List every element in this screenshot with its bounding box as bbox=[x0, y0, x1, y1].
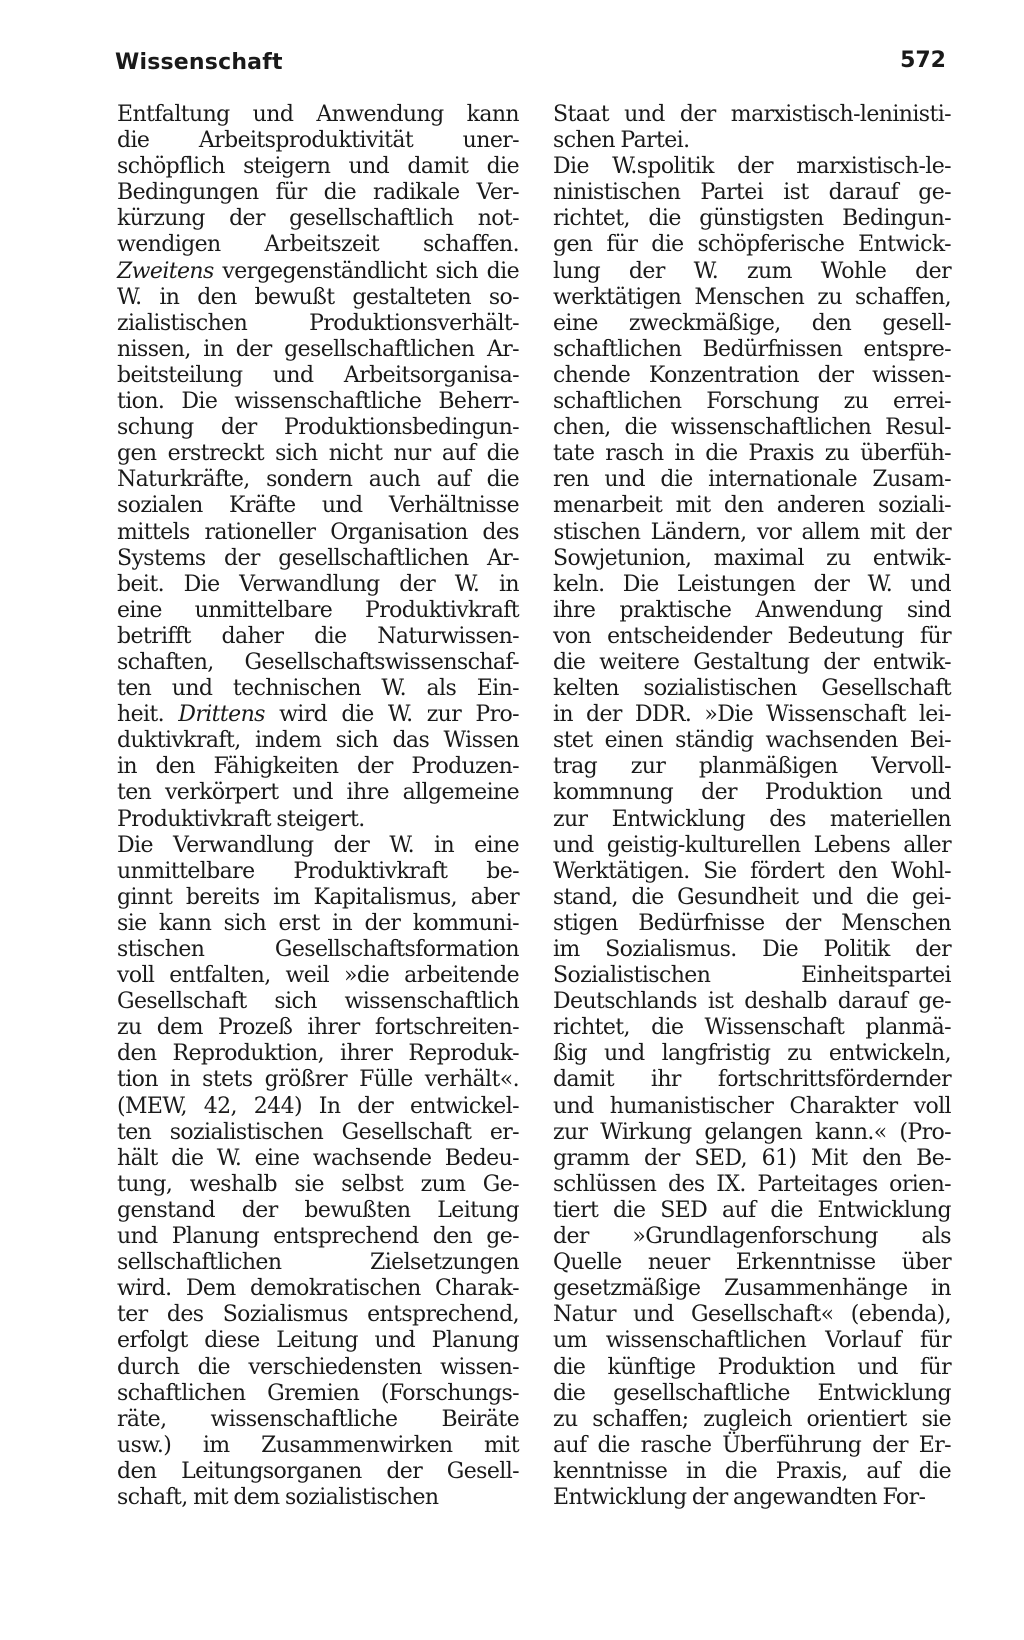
text-run: den Leitungsorganen der Gesell- bbox=[117, 1458, 519, 1484]
text-run: zu schaffen; zugleich orientiert sie bbox=[553, 1406, 951, 1432]
text-run: zur Entwicklung des materiellen bbox=[553, 806, 951, 832]
text-line bbox=[553, 493, 951, 519]
text-line bbox=[553, 363, 951, 389]
text-line bbox=[553, 520, 951, 546]
text-line bbox=[553, 1198, 951, 1224]
text-run: chende Konzentration der wissen- bbox=[553, 362, 951, 388]
text-run: Entwicklung der angewandten For- bbox=[553, 1484, 926, 1510]
text-run: von entscheidender Bedeutung für bbox=[553, 623, 951, 649]
text-run: ren und die internationale Zusam- bbox=[553, 467, 951, 493]
text-line bbox=[117, 520, 519, 546]
text-run: den Reproduktion, ihrer Reproduk- bbox=[117, 1041, 519, 1067]
text-line bbox=[117, 702, 519, 728]
text-run: Natur und Gesellschaft« (ebenda), bbox=[553, 1302, 951, 1328]
text-line bbox=[117, 1250, 519, 1276]
text-line bbox=[553, 676, 951, 702]
text-run: hält die W. eine wachsende Bedeu- bbox=[117, 1145, 519, 1171]
text-run: stet einen ständig wachsenden Bei- bbox=[553, 728, 951, 754]
text-run: und Planung entsprechend den ge- bbox=[117, 1224, 519, 1250]
text-run: stischen Gesellschaftsformation bbox=[117, 937, 519, 962]
text-run: in den Fähigkeiten der Produzen- bbox=[117, 754, 519, 780]
text-run: wird. Dem demokratischen Charak- bbox=[117, 1276, 519, 1302]
text-line bbox=[117, 259, 519, 285]
text-line bbox=[117, 937, 519, 963]
text-line bbox=[553, 1328, 951, 1354]
text-run: Sowjetunion, maximal zu entwik- bbox=[553, 545, 951, 571]
text-line bbox=[553, 859, 951, 885]
text-run: damit ihr fortschrittsfördernder bbox=[553, 1067, 951, 1093]
text-line bbox=[117, 833, 519, 859]
text-line bbox=[117, 102, 519, 128]
text-run: kürzung der gesellschaftlich not- bbox=[117, 206, 519, 232]
text-line bbox=[553, 833, 951, 859]
text-line bbox=[553, 1172, 951, 1198]
text-run: schlüssen des IX. Parteitages orien- bbox=[553, 1171, 951, 1197]
text-line bbox=[117, 1459, 519, 1485]
text-line bbox=[553, 885, 951, 911]
text-run: gramm der SED, 61) Mit den Be- bbox=[553, 1145, 951, 1171]
text-run: auf die rasche Überführung der Er- bbox=[553, 1432, 951, 1458]
text-line bbox=[553, 1067, 951, 1093]
text-run: voll entfalten, weil »die arbeitende bbox=[117, 963, 519, 989]
text-run: ßig und langfristig zu entwickeln, bbox=[553, 1041, 951, 1067]
text-run: zu dem Prozeß ihrer fortschreiten- bbox=[117, 1015, 519, 1041]
text-line bbox=[117, 1041, 519, 1067]
text-run: in der DDR. »Die Wissenschaft lei- bbox=[553, 702, 951, 728]
text-line bbox=[553, 1146, 951, 1172]
text-line bbox=[553, 1459, 951, 1485]
text-line bbox=[117, 467, 519, 493]
text-line bbox=[117, 232, 519, 258]
text-line bbox=[117, 1120, 519, 1146]
text-line bbox=[553, 1120, 951, 1146]
page-number: 572 bbox=[900, 48, 946, 73]
text-run: tion. Die wissenschaftliche Beherr- bbox=[117, 389, 519, 415]
text-line bbox=[553, 1302, 951, 1328]
text-line bbox=[553, 702, 951, 728]
text-run: stigen Bedürfnisse der Menschen bbox=[553, 910, 951, 936]
text-run: mittels rationeller Organisation des bbox=[117, 519, 519, 545]
text-run: kommnung der Produktion und bbox=[553, 780, 951, 806]
text-line bbox=[117, 1198, 519, 1224]
text-run: Systems der gesellschaftlichen Ar- bbox=[117, 545, 519, 571]
text-line bbox=[117, 441, 519, 467]
text-line bbox=[553, 467, 951, 493]
text-line bbox=[117, 1094, 519, 1120]
text-line bbox=[553, 780, 951, 806]
text-run: gen für die schöpferische Entwick- bbox=[553, 232, 951, 258]
text-line bbox=[553, 911, 951, 937]
text-line bbox=[553, 415, 951, 441]
text-line bbox=[117, 572, 519, 598]
text-run: um wissenschaftlichen Vorlauf für bbox=[553, 1328, 951, 1354]
text-run: beit. Die Verwandlung der W. in bbox=[117, 571, 519, 597]
text-line bbox=[117, 415, 519, 441]
text-line bbox=[553, 1224, 951, 1250]
text-run: (MEW, 42, 244) In der entwickel- bbox=[117, 1093, 519, 1119]
text-line bbox=[553, 154, 951, 180]
text-run: tion in stets größrer Fülle verhält«. bbox=[117, 1067, 519, 1093]
text-run: eine unmittelbare Produktivkraft bbox=[117, 597, 519, 623]
text-line bbox=[117, 624, 519, 650]
text-line bbox=[117, 363, 519, 389]
text-line bbox=[117, 807, 519, 833]
text-line bbox=[553, 546, 951, 572]
text-run: vergegenständlicht sich die bbox=[213, 258, 519, 284]
text-run: Sozialistischen Einheitspartei bbox=[553, 963, 951, 989]
text-line bbox=[553, 650, 951, 676]
text-line bbox=[553, 989, 951, 1015]
text-line bbox=[553, 624, 951, 650]
text-line bbox=[117, 650, 519, 676]
text-run: unmittelbare Produktivkraft be- bbox=[117, 858, 519, 884]
text-run: werktätigen Menschen zu schaffen, bbox=[553, 284, 951, 310]
text-run: sellschaftlichen Zielsetzungen bbox=[117, 1250, 519, 1276]
text-line bbox=[117, 337, 519, 363]
text-run: schaftlichen Forschung zu errei- bbox=[553, 389, 951, 415]
text-line bbox=[553, 206, 951, 232]
text-run: schen Partei. bbox=[553, 128, 690, 154]
text-run: Naturkräfte, sondern auch auf die bbox=[117, 467, 519, 493]
text-line bbox=[553, 598, 951, 624]
text-run: tung, weshalb sie selbst zum Ge- bbox=[117, 1171, 519, 1197]
text-run: räte, wissenschaftliche Beiräte bbox=[117, 1406, 519, 1432]
text-run: kenntnisse in die Praxis, auf die bbox=[553, 1458, 951, 1484]
text-run: ginnt bereits im Kapitalismus, aber bbox=[117, 884, 519, 910]
italic-term: Drittens bbox=[178, 702, 265, 728]
text-line bbox=[117, 311, 519, 337]
text-line bbox=[117, 728, 519, 754]
text-run: chen, die wissenschaftlichen Resul- bbox=[553, 415, 951, 441]
text-run: durch die verschiedensten wissen- bbox=[117, 1354, 519, 1380]
text-line bbox=[553, 807, 951, 833]
text-line bbox=[553, 128, 951, 154]
text-line bbox=[553, 232, 951, 258]
text-line bbox=[553, 937, 951, 963]
running-head: Wissenschaft bbox=[115, 50, 283, 75]
text-run: stischen Ländern, vor allem mit der bbox=[553, 519, 951, 545]
text-line bbox=[117, 1381, 519, 1407]
text-line bbox=[117, 1302, 519, 1328]
text-line bbox=[117, 1276, 519, 1302]
text-run: eine zweckmäßige, den gesell- bbox=[553, 310, 951, 336]
left-text-column bbox=[117, 102, 519, 1511]
text-line bbox=[553, 285, 951, 311]
text-run: sie kann sich erst in der kommuni- bbox=[117, 910, 519, 936]
text-run: keln. Die Leistungen der W. und bbox=[553, 571, 951, 597]
text-line bbox=[553, 1015, 951, 1041]
text-line bbox=[117, 963, 519, 989]
text-run: die weitere Gestaltung der entwik- bbox=[553, 649, 951, 675]
text-run: stand, die Gesundheit und die gei- bbox=[553, 884, 951, 910]
text-run: sozialen Kräfte und Verhältnisse bbox=[117, 493, 519, 519]
text-run: im Sozialismus. Die Politik der bbox=[553, 937, 951, 962]
text-line bbox=[553, 180, 951, 206]
text-line bbox=[117, 493, 519, 519]
text-line bbox=[553, 311, 951, 337]
text-run: gesetzmäßige Zusammenhänge in bbox=[553, 1276, 951, 1302]
text-line bbox=[117, 546, 519, 572]
text-run: Staat und der marxistisch-leninisti- bbox=[553, 102, 951, 127]
text-line bbox=[553, 1094, 951, 1120]
text-run: ter des Sozialismus entsprechend, bbox=[117, 1302, 519, 1328]
text-run: usw.) im Zusammenwirken mit bbox=[117, 1432, 519, 1458]
text-line bbox=[117, 1485, 519, 1511]
text-run: die gesellschaftliche Entwicklung bbox=[553, 1380, 951, 1406]
text-line bbox=[553, 1276, 951, 1302]
text-line bbox=[553, 754, 951, 780]
text-line bbox=[117, 859, 519, 885]
text-line bbox=[117, 1146, 519, 1172]
text-line bbox=[117, 989, 519, 1015]
text-run: wird die W. zur Pro- bbox=[264, 702, 519, 728]
text-line bbox=[117, 1328, 519, 1354]
text-run: Entfaltung und Anwendung kann bbox=[117, 102, 519, 127]
text-run: gen erstreckt sich nicht nur auf die bbox=[117, 441, 519, 467]
text-run: erfolgt diese Leitung und Planung bbox=[117, 1328, 519, 1354]
text-line bbox=[117, 676, 519, 702]
text-line bbox=[553, 102, 951, 128]
text-line bbox=[117, 598, 519, 624]
text-line bbox=[117, 885, 519, 911]
text-run: lung der W. zum Wohle der bbox=[553, 258, 951, 284]
text-line bbox=[117, 128, 519, 154]
text-run: und geistig-kulturellen Lebens aller bbox=[553, 832, 951, 858]
text-run: Bedingungen für die radikale Ver- bbox=[117, 180, 519, 206]
text-line bbox=[553, 1355, 951, 1381]
text-line bbox=[117, 1224, 519, 1250]
text-run: schaftlichen Gremien (Forschungs- bbox=[117, 1380, 519, 1406]
text-line bbox=[553, 572, 951, 598]
text-run: Deutschlands ist deshalb darauf ge- bbox=[553, 989, 951, 1015]
text-line bbox=[553, 963, 951, 989]
text-run: W. in den bewußt gestalteten so- bbox=[117, 284, 519, 310]
text-run: wendigen Arbeitszeit schaffen. bbox=[117, 232, 519, 258]
text-line bbox=[553, 441, 951, 467]
text-run: schaften, Gesellschaftswissenschaf- bbox=[117, 649, 519, 675]
text-line bbox=[553, 1407, 951, 1433]
text-run: schaft, mit dem sozialistischen bbox=[117, 1484, 439, 1510]
text-run: Werktätigen. Sie fördert den Wohl- bbox=[553, 858, 951, 884]
text-run: kelten sozialistischen Gesellschaft bbox=[553, 676, 951, 702]
text-run: schaftlichen Bedürfnissen entspre- bbox=[553, 336, 951, 362]
text-line bbox=[553, 389, 951, 415]
text-run: ihre praktische Anwendung sind bbox=[553, 597, 951, 623]
text-line bbox=[117, 911, 519, 937]
text-run: und humanistischer Charakter voll bbox=[553, 1093, 951, 1119]
text-run: schung der Produktionsbedingun- bbox=[117, 415, 519, 441]
text-run: trag zur planmäßigen Vervoll- bbox=[553, 754, 951, 780]
text-run: beitsteilung und Arbeitsorganisa- bbox=[117, 362, 519, 388]
text-run: duktivkraft, indem sich das Wissen bbox=[117, 728, 519, 754]
text-line bbox=[553, 728, 951, 754]
text-run: genstand der bewußten Leitung bbox=[117, 1197, 519, 1223]
page-header bbox=[115, 50, 946, 84]
text-run: Quelle neuer Erkenntnisse über bbox=[553, 1250, 951, 1276]
text-line bbox=[553, 1381, 951, 1407]
text-run: zur Wirkung gelangen kann.« (Pro- bbox=[553, 1119, 951, 1145]
text-run: ten sozialistischen Gesellschaft er- bbox=[117, 1119, 519, 1145]
text-run: tiert die SED auf die Entwicklung bbox=[553, 1197, 951, 1223]
right-text-column bbox=[553, 102, 951, 1511]
text-run: zialistischen Produktionsverhält- bbox=[117, 310, 519, 336]
text-run: Gesellschaft sich wissenschaftlich bbox=[117, 989, 519, 1015]
text-run: menarbeit mit den anderen soziali- bbox=[553, 493, 951, 519]
text-line bbox=[117, 389, 519, 415]
text-line bbox=[117, 154, 519, 180]
text-run: die Arbeitsproduktivität uner- bbox=[117, 128, 519, 154]
text-run: die künftige Produktion und für bbox=[553, 1354, 951, 1380]
text-line bbox=[553, 1433, 951, 1459]
text-line bbox=[553, 259, 951, 285]
text-run: richtet, die günstigsten Bedingun- bbox=[553, 206, 951, 232]
text-line bbox=[553, 337, 951, 363]
text-line bbox=[117, 754, 519, 780]
text-run: betrifft daher die Naturwissen- bbox=[117, 623, 519, 649]
text-line bbox=[117, 780, 519, 806]
text-line bbox=[117, 1407, 519, 1433]
text-line bbox=[117, 285, 519, 311]
text-run: tate rasch in die Praxis zu überfüh- bbox=[553, 441, 951, 467]
text-line bbox=[553, 1041, 951, 1067]
text-run: Produktivkraft steigert. bbox=[117, 806, 365, 832]
italic-term: Zweitens bbox=[117, 258, 214, 284]
text-run: richtet, die Wissenschaft planmä- bbox=[553, 1015, 951, 1041]
text-line bbox=[117, 1172, 519, 1198]
text-line bbox=[553, 1250, 951, 1276]
text-line bbox=[553, 1485, 951, 1511]
text-run: ten und technischen W. als Ein- bbox=[117, 676, 519, 702]
text-line bbox=[117, 1015, 519, 1041]
text-run: nissen, in der gesellschaftlichen Ar- bbox=[117, 336, 519, 362]
text-line bbox=[117, 206, 519, 232]
text-line bbox=[117, 1433, 519, 1459]
text-run: heit. bbox=[117, 702, 179, 728]
text-run: schöpflich steigern und damit die bbox=[117, 154, 519, 180]
text-run: ten verkörpert und ihre allgemeine bbox=[117, 780, 519, 806]
text-run: Die Verwandlung der W. in eine bbox=[117, 832, 519, 858]
text-line bbox=[117, 1355, 519, 1381]
text-run: der »Grundlagenforschung als bbox=[553, 1224, 951, 1250]
text-run: ninistischen Partei ist darauf ge- bbox=[553, 180, 951, 206]
text-line bbox=[117, 180, 519, 206]
text-line bbox=[117, 1067, 519, 1093]
text-run: Die W.spolitik der marxistisch-le- bbox=[553, 154, 951, 180]
